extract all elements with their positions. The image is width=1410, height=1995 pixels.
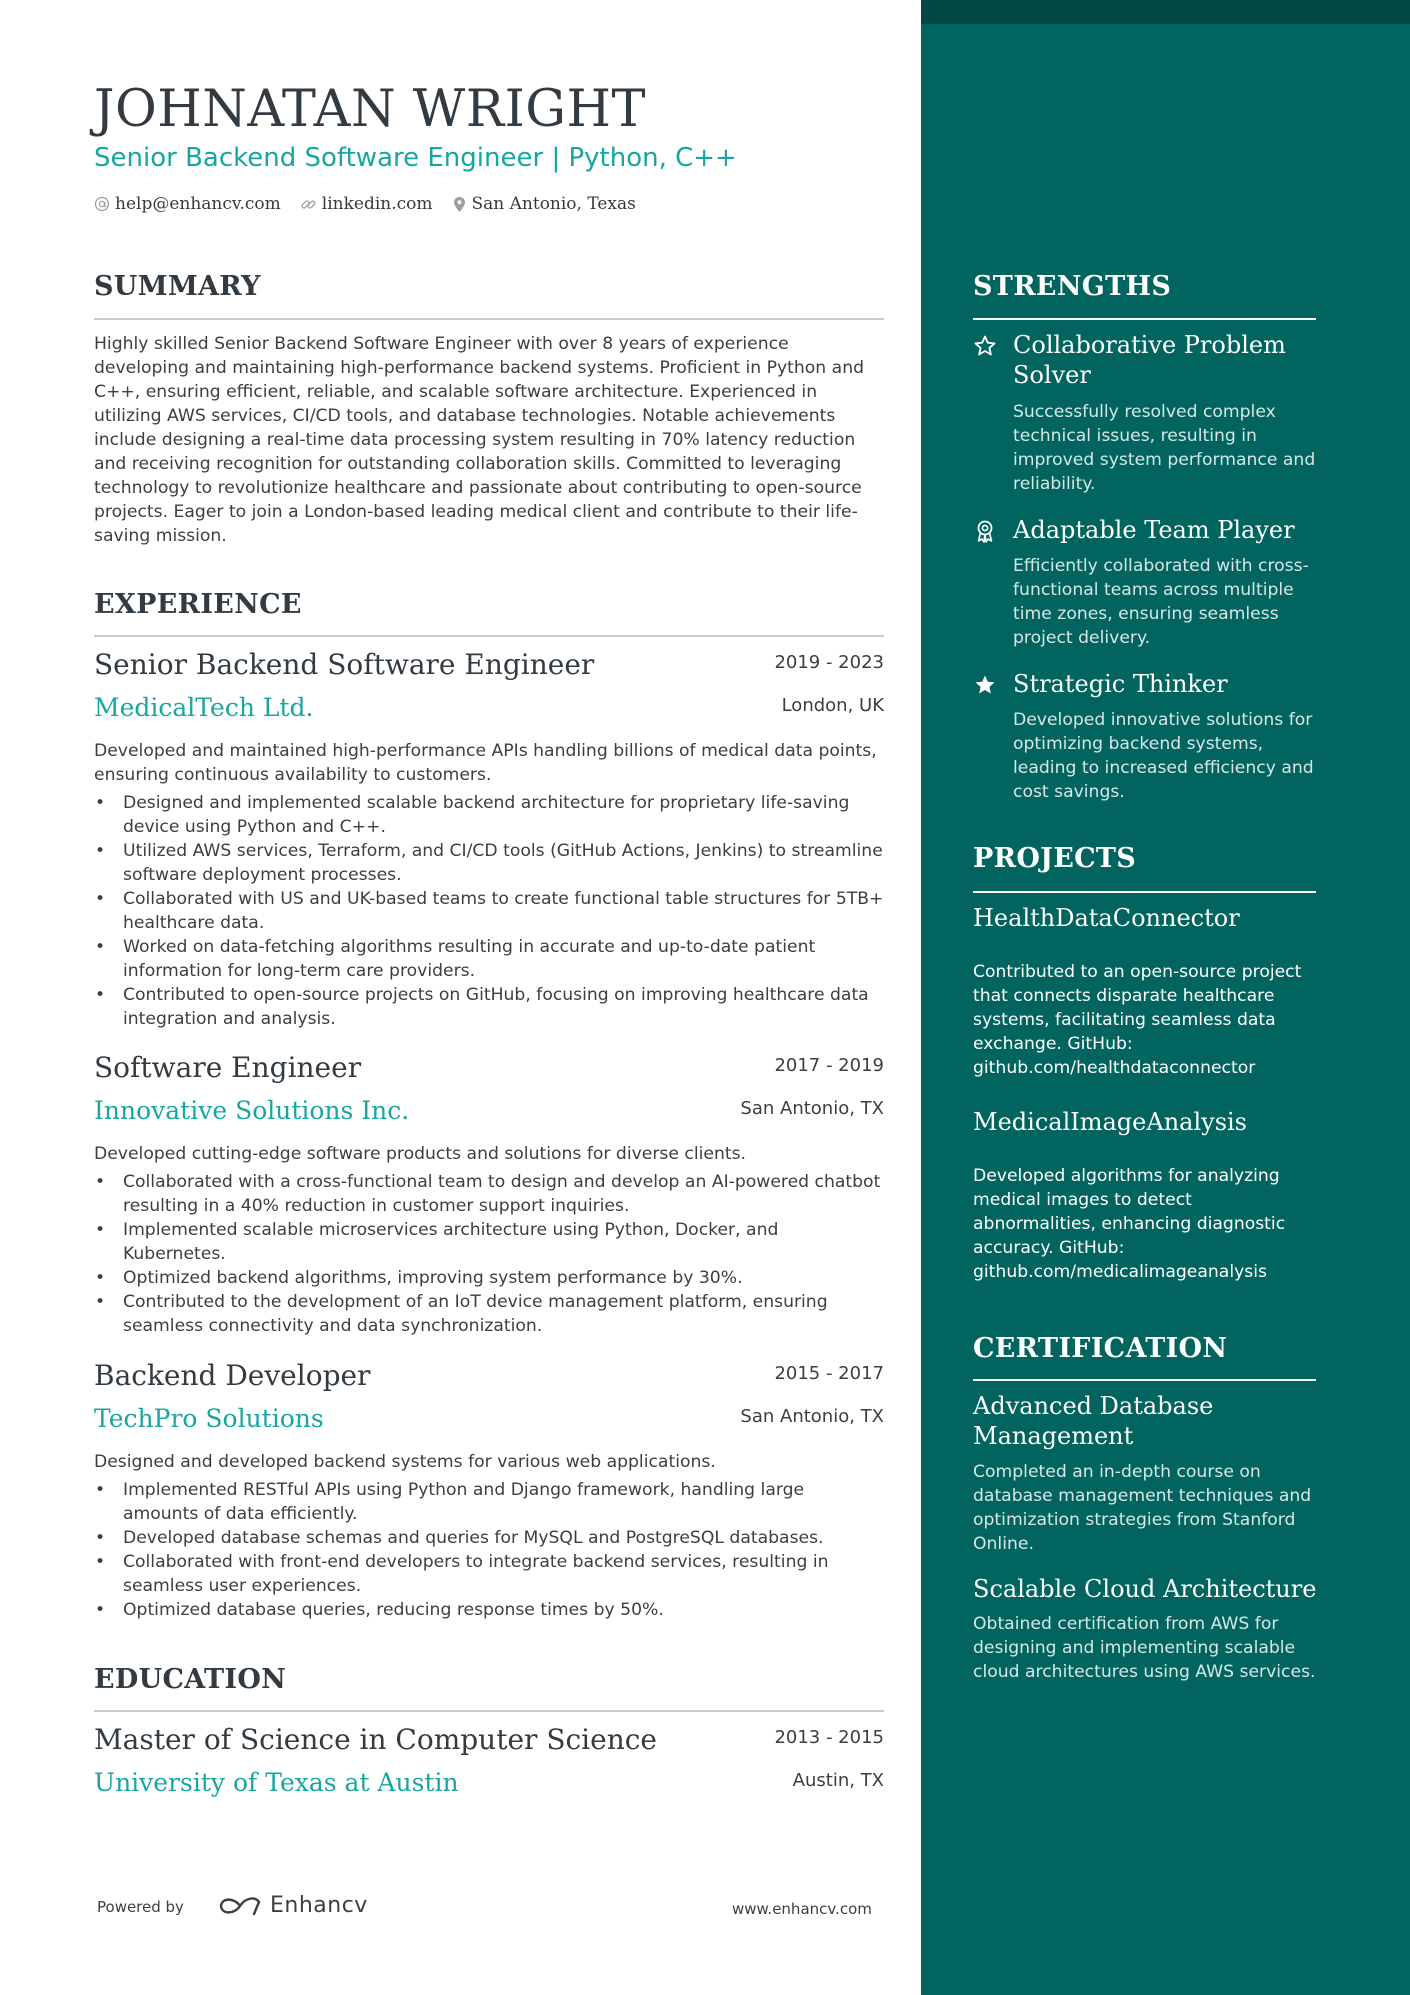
location-pin-icon xyxy=(452,196,467,213)
enhancv-brand-text: Enhancv xyxy=(270,1893,368,1918)
strength-description: Developed innovative solutions for optimizing backend systems, leading to increased efficiency and cost savings. xyxy=(1013,710,1314,802)
certification-title: Scalable Cloud Architecture xyxy=(973,1575,1317,1603)
job-bullet: • Optimized database queries, reducing response times by 50%. xyxy=(94,1598,884,1622)
job-dates: 2019 - 2023 xyxy=(774,652,884,673)
job-description: Designed and developed backend systems for various web applications. xyxy=(94,1452,716,1472)
strength-title: Strategic Thinker xyxy=(1013,670,1228,698)
candidate-title: Senior Backend Software Engineer | Python, C++ xyxy=(94,143,737,173)
project-title: MedicalImageAnalysis xyxy=(973,1108,1247,1136)
award-ribbon-icon xyxy=(973,519,997,545)
strength-description: Successfully resolved complex technical issues, resulting in improved system performance and reliability. xyxy=(1013,402,1316,494)
education-dates: 2013 - 2015 xyxy=(774,1727,884,1748)
school-name: University of Texas at Austin xyxy=(94,1768,459,1797)
enhancv-logo[interactable] xyxy=(216,1893,368,1918)
contact-email[interactable] xyxy=(94,194,281,214)
job-bullets xyxy=(94,1478,884,1622)
strength-title: Collaborative Problem Solver xyxy=(1013,331,1286,389)
job-bullet: • Collaborated with US and UK-based teams to create functional table structures for 5TB+ healthcare data. xyxy=(94,887,884,935)
project-description: Contributed to an open-source project that connects disparate healthcare systems, facilitating seamless data exchange. GitHub: github.com/healthdataconnector xyxy=(973,962,1302,1078)
certification-description: Completed an in-depth course on database management techniques and optimization strategies from Stanford Online. xyxy=(973,1462,1312,1554)
strength-description: Efficiently collaborated with cross-functional teams across multiple time zones, ensuring seamless project delivery. xyxy=(1013,556,1309,648)
job-title: Backend Developer xyxy=(94,1359,371,1392)
job-bullets xyxy=(94,1170,884,1338)
job-dates: 2015 - 2017 xyxy=(774,1363,884,1384)
summary-text: Highly skilled Senior Backend Software Engineer with over 8 years of experience developing and maintaining high-performance backend systems. Proficient in Python and C++, ensuring efficient, reliable, and scalable software architecture. Experienced in utilizing AWS services, CI/CD tools, and database technologies. Notable achievements include designing a real-time data processing system resulting in 70% latency reduction and receiving recognition for outstanding collaboration skills. Committed to leveraging technology to revolutionize healthcare and passionate about contributing to open-source projects. Eager to join a London-based leading medical client and contribute to their life-saving mission. xyxy=(94,334,864,546)
job-location: San Antonio, TX xyxy=(740,1406,884,1427)
experience-divider xyxy=(94,635,884,637)
certification-heading: CERTIFICATION xyxy=(973,1333,1228,1364)
project-title: HealthDataConnector xyxy=(973,904,1240,932)
degree-title: Master of Science in Computer Science xyxy=(94,1723,657,1756)
job-bullet: • Designed and implemented scalable backend architecture for proprietary life-saving device using Python and C++. xyxy=(94,791,884,839)
summary-divider xyxy=(94,318,884,320)
job-description: Developed and maintained high-performance APIs handling billions of medical data points, ensuring continuous availability to customers. xyxy=(94,741,877,785)
job-location: San Antonio, TX xyxy=(740,1098,884,1119)
certification-title: Advanced Database Management xyxy=(973,1392,1214,1450)
enhancv-infinity-icon xyxy=(216,1894,264,1918)
email-text: help@enhancv.com xyxy=(115,194,281,214)
star-filled-icon xyxy=(973,673,997,697)
job-bullet: • Worked on data-fetching algorithms resulting in accurate and up-to-date patient information for long-term care providers. xyxy=(94,935,884,983)
job-bullet: • Collaborated with a cross-functional team to design and develop an AI-powered chatbot resulting in a 40% reduction in customer support inquiries. xyxy=(94,1170,884,1218)
job-title: Senior Backend Software Engineer xyxy=(94,648,595,681)
job-description: Developed cutting-edge software products and solutions for diverse clients. xyxy=(94,1144,747,1164)
experience-heading: EXPERIENCE xyxy=(94,589,302,620)
job-company: Innovative Solutions Inc. xyxy=(94,1096,410,1125)
link-icon xyxy=(300,196,317,213)
job-bullet: • Developed database schemas and queries for MySQL and PostgreSQL databases. xyxy=(94,1526,884,1550)
sidebar xyxy=(921,0,1410,1995)
education-heading: EDUCATION xyxy=(94,1664,287,1695)
projects-heading: PROJECTS xyxy=(973,843,1137,874)
certification-divider xyxy=(973,1379,1316,1381)
job-bullet: • Contributed to the development of an IoT device management platform, ensuring seamless connectivity and data synchronization. xyxy=(94,1290,884,1338)
contact-row xyxy=(94,194,655,214)
at-sign-icon xyxy=(94,196,110,212)
job-bullet: • Implemented scalable microservices architecture using Python, Docker, and Kubernetes. xyxy=(94,1218,884,1266)
job-bullet: • Contributed to open-source projects on GitHub, focusing on improving healthcare data integration and analysis. xyxy=(94,983,884,1031)
job-bullet: • Utilized AWS services, Terraform, and CI/CD tools (GitHub Actions, Jenkins) to streamline software deployment processes. xyxy=(94,839,884,887)
contact-linkedin[interactable] xyxy=(300,194,433,214)
strengths-divider xyxy=(973,318,1316,320)
job-dates: 2017 - 2019 xyxy=(774,1055,884,1076)
contact-location xyxy=(452,194,636,214)
job-bullet: • Collaborated with front-end developers to integrate backend services, resulting in seamless user experiences. xyxy=(94,1550,884,1598)
job-location: London, UK xyxy=(781,695,884,716)
certification-description: Obtained certification from AWS for designing and implementing scalable cloud architectures using AWS services. xyxy=(973,1614,1316,1682)
school-location: Austin, TX xyxy=(792,1770,884,1791)
education-divider xyxy=(94,1710,884,1712)
strengths-heading: STRENGTHS xyxy=(973,271,1172,302)
job-bullets xyxy=(94,791,884,1031)
job-bullet: • Implemented RESTful APIs using Python and Django framework, handling large amounts of data efficiently. xyxy=(94,1478,884,1526)
summary-heading: SUMMARY xyxy=(94,271,261,302)
job-company: MedicalTech Ltd. xyxy=(94,693,314,722)
strength-title: Adaptable Team Player xyxy=(1013,516,1295,544)
footer-url[interactable]: www.enhancv.com xyxy=(732,1900,872,1918)
job-bullet: • Optimized backend algorithms, improving system performance by 30%. xyxy=(94,1266,884,1290)
powered-by-label: Powered by xyxy=(97,1898,184,1916)
location-text: San Antonio, Texas xyxy=(471,194,636,214)
job-company: TechPro Solutions xyxy=(94,1404,324,1433)
sidebar-top-band xyxy=(921,0,1410,24)
job-title: Software Engineer xyxy=(94,1051,362,1084)
star-outline-icon xyxy=(973,334,997,358)
projects-divider xyxy=(973,891,1316,893)
linkedin-text: linkedin.com xyxy=(321,194,433,214)
candidate-name: JOHNATAN WRIGHT xyxy=(94,80,646,139)
project-description: Developed algorithms for analyzing medical images to detect abnormalities, enhancing diagnostic accuracy. GitHub: github.com/medicalimageanalysis xyxy=(973,1166,1286,1282)
